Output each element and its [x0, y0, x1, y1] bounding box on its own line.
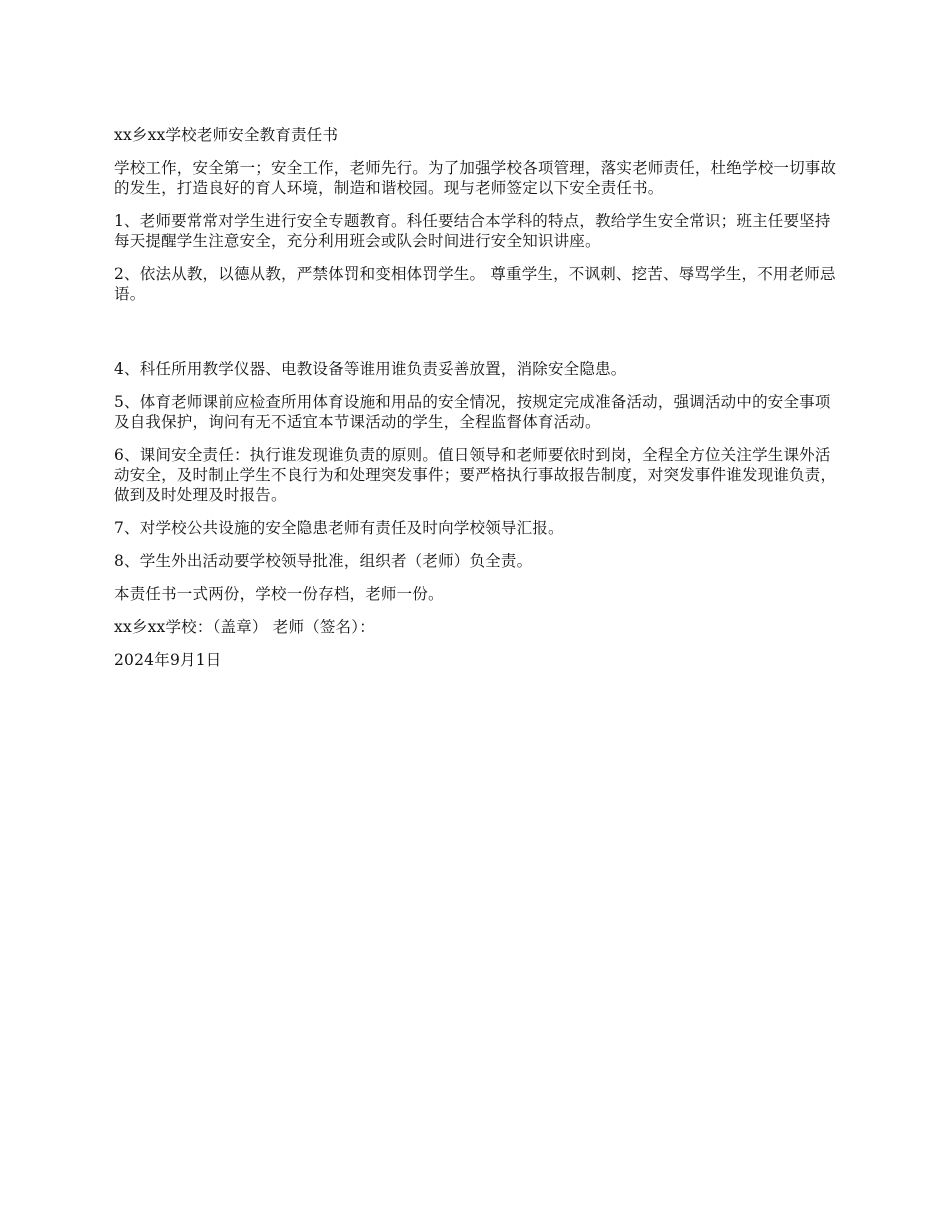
document-date: 2024年9月1日 — [114, 651, 222, 669]
item-7-paragraph: 7、对学校公共设施的安全隐患老师有责任及时向学校领导汇报。 — [114, 519, 564, 537]
signature-line: xx乡xx学校：（盖章） 老师（签名）： — [114, 618, 375, 636]
item-1-paragraph: 1、老师要常常对学生进行安全专题教育。科任要结合本学科的特点，教给学生安全常识；班主任要坚持每天提醒学生注意安全，充分利用班会或队会时间进行安全知识讲座。 — [114, 212, 831, 250]
item-6-paragraph: 6、课间安全责任：执行谁发现谁负责的原则。值日领导和老师要依时到岗，全程全方位关注学生课外活动安全，及时制止学生不良行为和处理突发事件；要严格执行事故报告制度，对突发事件谁发现谁负责，做到及时处理及时报告。 — [114, 446, 837, 504]
closing-paragraph: 本责任书一式两份，学校一份存档，老师一份。 — [114, 585, 444, 603]
item-8-paragraph: 8、学生外出活动要学校领导批准，组织者（老师）负全责。 — [114, 552, 533, 570]
intro-paragraph: 学校工作，安全第一；安全工作，老师先行。为了加强学校各项管理，落实老师责任，杜绝学校一切事故的发生，打造良好的育人环境，制造和谐校园。现与老师签定以下安全责任书。 — [114, 159, 837, 197]
item-4-paragraph: 4、科任所用教学仪器、电教设备等谁用谁负责妥善放置，消除安全隐患。 — [114, 360, 627, 378]
blank-gap — [114, 317, 838, 359]
item-5-paragraph: 5、体育老师课前应检查所用体育设施和用品的安全情况，按规定完成准备活动，强调活动中的安全事项及自我保护，询问有无不适宜本节课活动的学生，全程监督体育活动。 — [114, 393, 831, 431]
document-body — [114, 125, 838, 683]
document-title: xx乡xx学校老师安全教育责任书 — [114, 126, 339, 144]
item-2-paragraph: 2、依法从教，以德从教，严禁体罚和变相体罚学生。 尊重学生，不讽刺、挖苦、辱骂学生，不用老师忌语。 — [114, 265, 836, 303]
